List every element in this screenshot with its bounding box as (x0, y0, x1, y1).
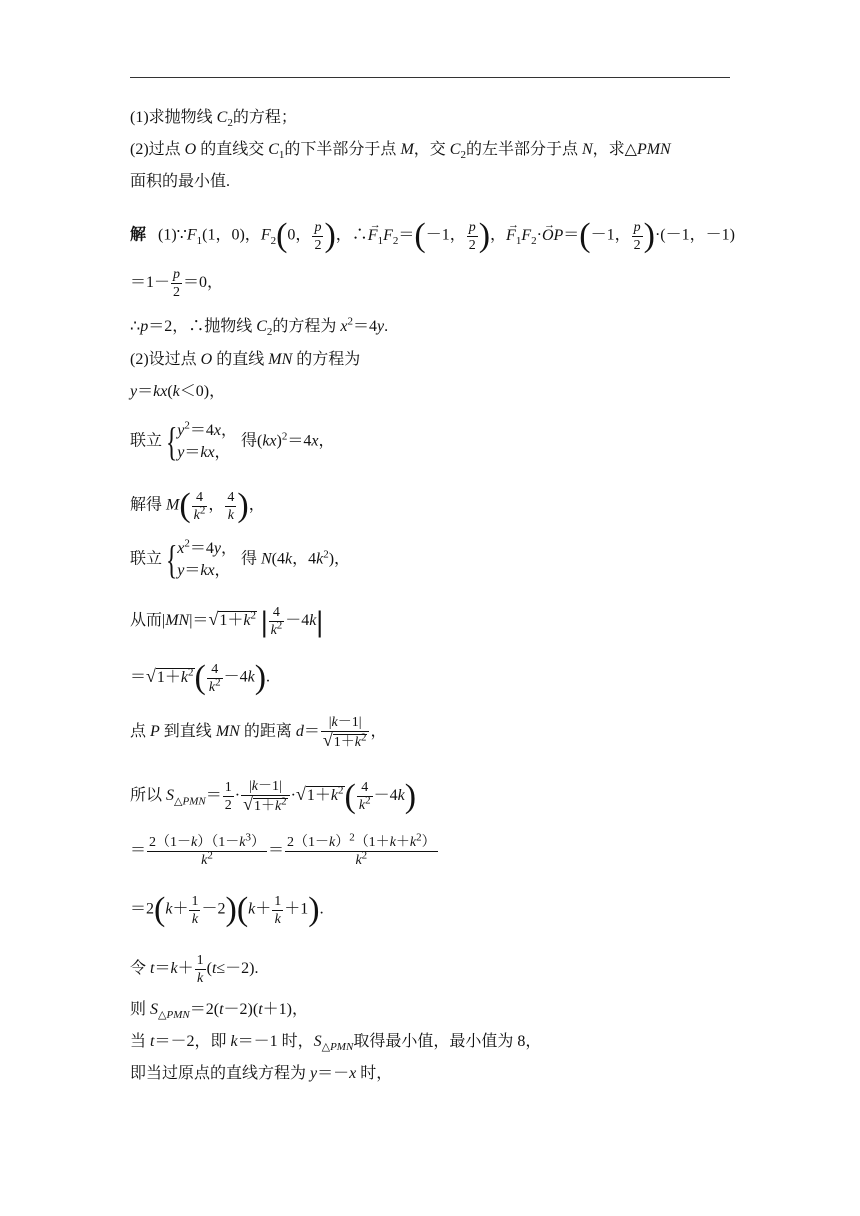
solution-line-3: ∴p＝2，∴抛物线 $C_2$的方程为 $x^2=4y$. (130, 315, 389, 339)
solution-line-8: 联立{$x^2=4y$， y＝kx， 得 N(4k，$4k^2$)， (130, 537, 351, 582)
question-1: (1)求抛物线 $C_2$的方程； (130, 109, 297, 130)
header-rule (130, 77, 730, 78)
solution-line-14: ＝2(k＋ $\frac{1}{k}$ －2)(k＋ $\frac{1}{k}$ ＋1). (130, 891, 324, 928)
solution-line-1: 解 $(1)\because F_1(1$，0)，$F_2(0$， $\frac{p}{2}$ )，∴→ $F_1F_2=(-1$， $\frac{p}{2}$ )，→ $F_1F_2\cdot\to OP=(-1$， $\frac{p}{2}$ )·(－1，－1) (130, 218, 735, 254)
solution-line-16: 则 $S_{\triangle PMN}=2(t-2)(t+1)$， (130, 1001, 308, 1022)
question-2: (2)过点 O 的直线交 $C_1$的下半部分于点 M，交 $C_2$的左半部分于点 N，求△PMN (130, 141, 671, 162)
solution-line-4: (2)设过点 O 的直线 MN 的方程为 (130, 351, 361, 368)
solution-line-7: 解得 M( $\frac{4}{k^2}$ ， $\frac{4}{k}$ )， (130, 487, 265, 524)
solution-line-13: ＝ $\frac{2(1-k)(1-k^3)}{k^2}$ ＝ $\frac{2(1-k)^2(1+k+k^2)}{k^2}$ (130, 831, 436, 868)
solution-line-15: 令 t＝k＋ $\frac{1}{k}$ (t≤－2). (130, 953, 259, 986)
solution-label: 解 (130, 226, 147, 244)
solution-line-2: ＝1－ $\frac{p}{2}$ ＝0， (130, 267, 224, 300)
solution-line-12: 所以 $S_{\triangle PMN}=$ $\frac{1}{2}$ · $\frac{|k-1|}{√1+k^2}$ $\cdot√1+k^2$( $\frac{4}{k^2}$ －4k) (130, 777, 417, 815)
solution-line-5: y＝kx(k＜0)， (130, 383, 226, 400)
solution-line-10: $=√1+k^2$( $\frac{4}{k^2}$ －4k). (130, 659, 271, 696)
solution-line-9: 从而$|MN|=√1+k^2$ | $\frac{4}{k^2}$ －4k| (130, 604, 324, 638)
solution-line-11: 点 P 到直线 MN 的距离 d＝ $\frac{|k-1|}{√1+k^2}$ ， (130, 715, 387, 750)
solution-line-17: 当 t＝－2，即 k＝－1 时，$S_{\triangle PMN}$取得最小值，最小值为 8， (130, 1033, 542, 1054)
question-2-cont: 面积的最小值. (130, 173, 231, 190)
solution-line-6: 联立{$y^2=4x$， y＝kx， 得(kx)$^2$＝4x， (130, 419, 335, 464)
solution-line-18: 即当过原点的直线方程为 y＝－x 时， (130, 1065, 393, 1082)
